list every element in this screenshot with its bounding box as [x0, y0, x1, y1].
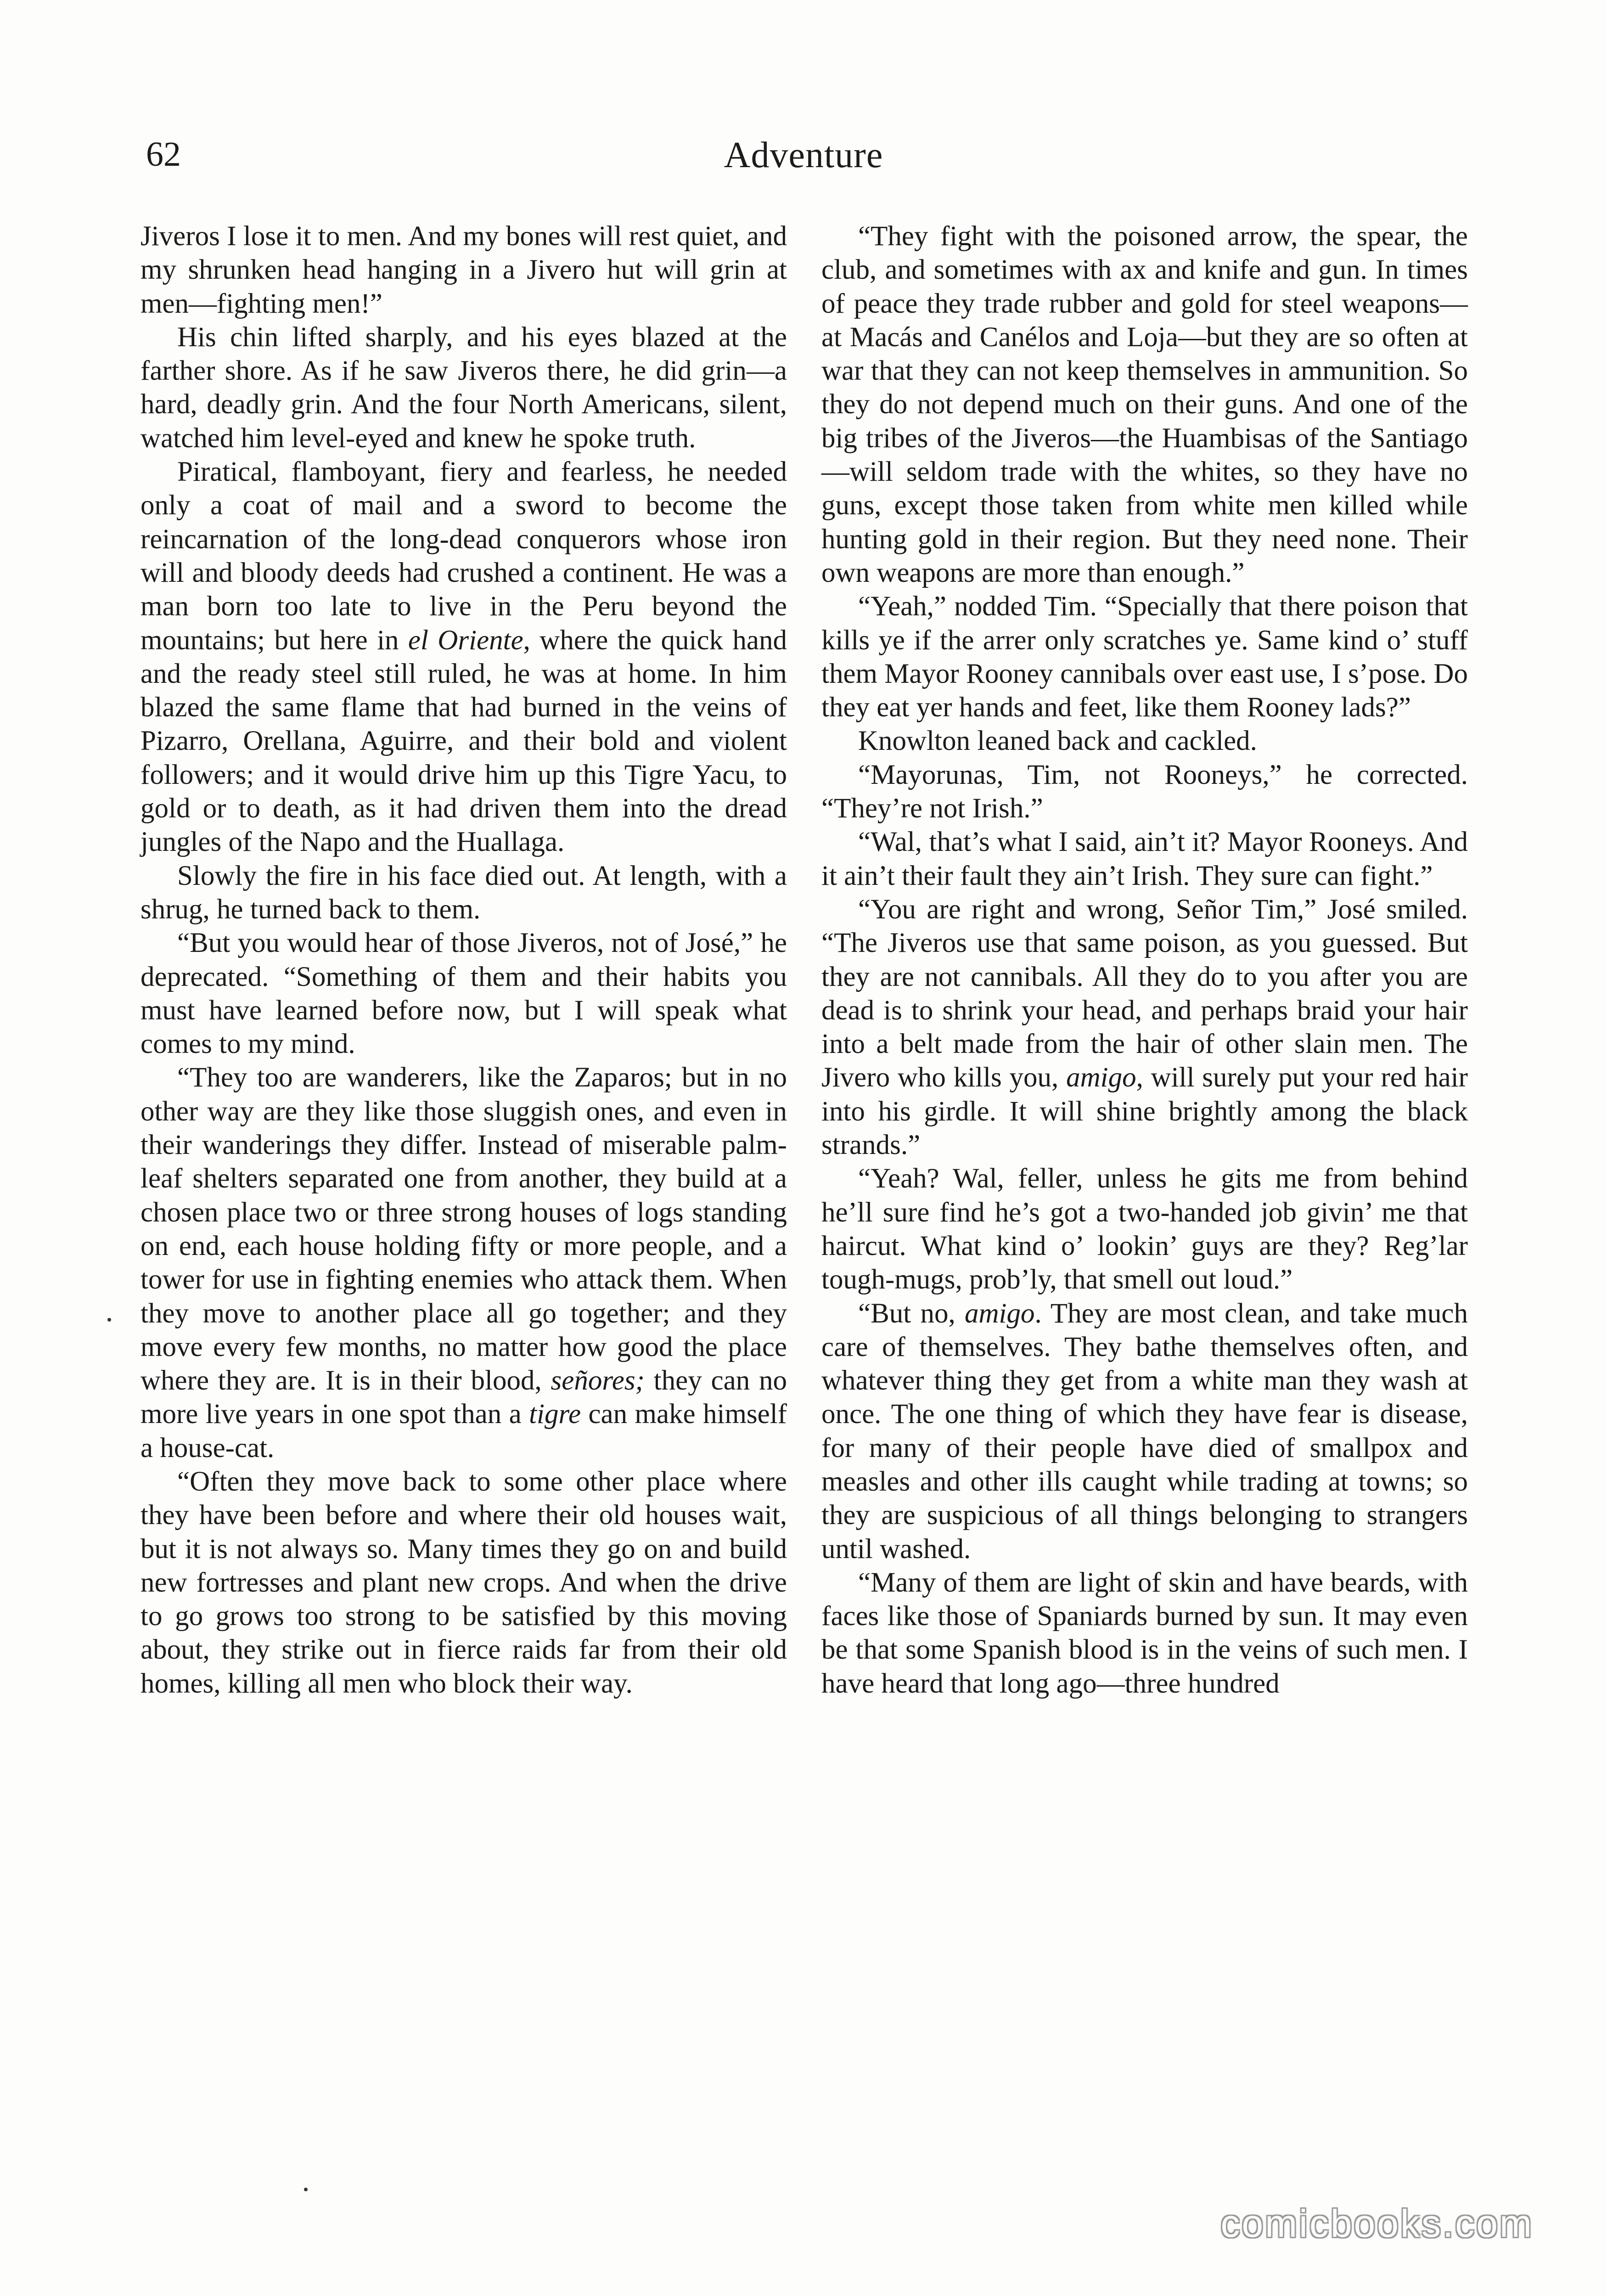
paragraph: Jiveros I lose it to men. And my bones will rest quiet, and my shrunken head hanging in a Jivero hut will grin at men—fighting men!”: [140, 221, 787, 319]
paragraph: Slowly the fire in his face died out. At length, with a shrug, he turned back to them.: [140, 860, 787, 925]
paragraph: “Mayorunas, Tim, not Rooneys,” he corrected. “They’re not Irish.”: [821, 759, 1468, 824]
paragraph: “They fight with the poisoned arrow, the spear, the club, and sometimes with ax and knife and gun. In times of peace they trade rubber and gold for steel weapons—at Macás and Canélos and Loja—but they are so often at war that they can not keep themselves in ammunition. So they do not depend much on their guns. And one of the big tribes of the Jiveros—the Huambisas of the Santiago—will seldom trade with the whites, so they have no guns, except those taken from white men killed while hunting gold in their region. But they need none. Their own weapons are more than enough.”: [821, 221, 1468, 588]
paragraph: “Many of them are light of skin and have beards, with faces like those of Spaniards burned by sun. It may even be that some Spanish blood is in the veins of such men. I have heard that long ago—three hundred: [821, 1567, 1468, 1699]
paragraph: “You are right and wrong, Señor Tim,” José smiled. “The Jiveros use that same poison, as you guessed. But they are not cannibals. All they do to you after you are dead is to shrink your head, and perhaps braid your hair into a belt made from the hair of other slain men. The Jivero who kills you, amigo, will surely put your red hair into his girdle. It will shine brightly among the black strands.”: [821, 894, 1468, 1161]
paragraph: “Yeah? Wal, feller, unless he gits me from behind he’ll sure find he’s got a two-handed job givin’ me that haircut. What kind o’ lookin’ guys are they? Reg’lar tough-mugs, prob’ly, that smell out loud.”: [821, 1163, 1468, 1295]
paragraph: Piratical, flamboyant, fiery and fearless, he needed only a coat of mail and a sword to become the reincarnation of the long-dead conquerors whose iron will and bloody deeds had crushed a continent. He was a man born too late to live in the Peru beyond the mountains; but here in el Oriente, where the quick hand and the ready steel still ruled, he was at home. In him blazed the same flame that had burned in the veins of Pizarro, Orellana, Aguirre, and their bold and violent followers; and it would drive him up this Tigre Yacu, to gold or to death, as it had driven them into the dread jungles of the Napo and the Huallaga.: [140, 456, 787, 858]
paragraph: “But you would hear of those Jiveros, not of José,” he deprecated. “Something of them and their habits you must have learned before now, but I will speak what comes to my mind.: [140, 928, 787, 1060]
paragraph: “Wal, that’s what I said, ain’t it? Mayor Rooneys. And it ain’t their fault they ain’t Irish. They sure can fight.”: [821, 827, 1468, 891]
page-number: 62: [146, 135, 181, 174]
paragraph: “Often they move back to some other place where they have been before and where their old houses wait, but it is not always so. Many times they go on and build new fortresses and plant new crops. And when the drive to go grows too strong to be satisfied by this moving about, they strike out in fierce raids far from their old homes, killing all men who block their way.: [140, 1466, 787, 1699]
text-column-left: [140, 219, 787, 1700]
paragraph: “They too are wanderers, like the Zaparos; but in no other way are they like those sluggish ones, and even in their wanderings they differ. Instead of miserable palm-leaf shelters separated one from another, they build at a chosen place two or three strong houses of logs standing on end, each house holding fifty or more people, and a tower for use in fighting enemies who attack them. When they move to another place all go together; and they move every few months, no matter how good the place where they are. It is in their blood, señores; they can no more live years in one spot than a tigre can make himself a house-cat.: [140, 1062, 787, 1463]
paragraph: His chin lifted sharply, and his eyes blazed at the farther shore. As if he saw Jiveros there, he did grin—a hard, deadly grin. And the four North Americans, silent, watched him level-eyed and knew he spoke truth.: [140, 321, 787, 454]
paragraph: Knowlton leaned back and cackled.: [858, 726, 1257, 757]
text-column-right: [821, 219, 1468, 1700]
print-speck: [107, 1318, 111, 1322]
print-speck: [304, 2188, 308, 2191]
paragraph: “But no, amigo. They are most clean, and take much care of themselves. They bathe themselves often, and whatever thing they get from a white man they wash at once. The one thing of which they have fear is disease, for many of their people have died of smallpox and measles and other ills caught while trading at towns; so they are suspicious of all things belonging to strangers until washed.: [821, 1298, 1468, 1564]
running-title: Adventure: [724, 135, 883, 175]
paragraph: “Yeah,” nodded Tim. “Specially that there poison that kills ye if the arrer only scratches ye. Same kind o’ stuff them Mayor Rooney cannibals over east use, I s’pose. Do they eat yer hands and feet, like them Rooney lads?”: [821, 591, 1468, 723]
watermark: comicbooks.com: [1220, 2202, 1534, 2245]
